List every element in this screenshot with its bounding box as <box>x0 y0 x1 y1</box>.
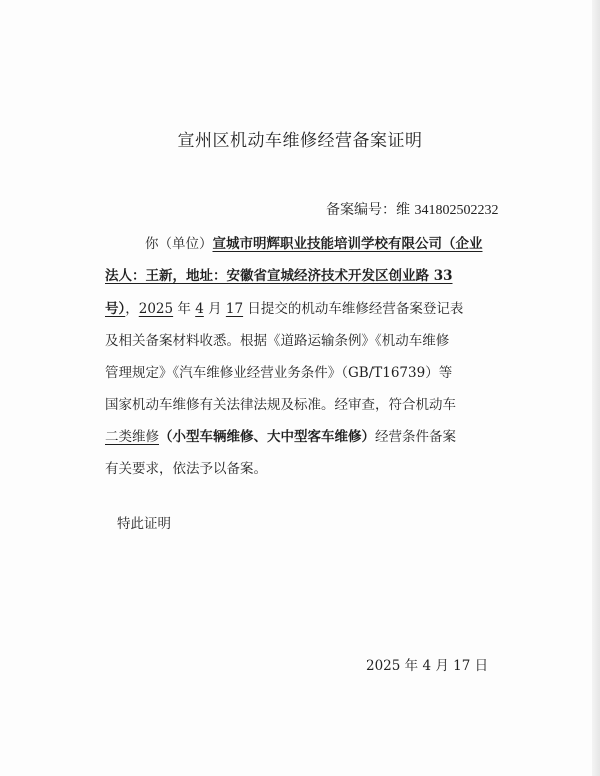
body-line-6: 国家机动车维修有关法律法规及标准。经审查，符合机动车 <box>105 397 456 413</box>
document-title: 宣州区机动车维修经营备案证明 <box>177 131 423 151</box>
repair-scope: （小型车辆维修、大中型客车维修） <box>159 429 375 445</box>
closing-text: 特此证明 <box>117 516 171 532</box>
company-name: 宣城市明辉职业技能培训学校有限公司（企业 <box>212 236 483 252</box>
body-line-5: 管理规定》《汽车维修业经营业务条件》（GB/T16739）等 <box>105 365 453 381</box>
scan-edge <box>592 0 600 776</box>
submit-year: 2025 <box>138 301 174 317</box>
record-number <box>326 199 498 219</box>
body-line-3-rest: 日提交的机动车维修经营备案登记表 <box>243 301 464 317</box>
body-line-1 <box>105 232 483 252</box>
body-line-3 <box>105 297 463 317</box>
submit-month: 4 <box>195 301 204 317</box>
record-number-label: 备案编号：维 <box>326 202 410 218</box>
body-line-1-prefix: 你（单位） <box>145 236 213 252</box>
record-number-value: 341802502232 <box>414 203 499 218</box>
legal-person-address: 法人：王新，地址：安徽省宣城经济技术开发区创业路 33 <box>105 268 453 284</box>
repair-class: 二类维修 <box>105 429 159 445</box>
body-line-7-rest: 经营条件备案 <box>375 429 456 445</box>
body-line-4: 及相关备案材料收悉。根据《道路运输条例》《机动车维修 <box>105 333 450 349</box>
body-line-7 <box>105 425 456 445</box>
month-unit: 月 <box>203 301 226 317</box>
body-line-8: 有关要求，依法予以备案。 <box>105 461 267 477</box>
sep: ， <box>125 301 139 317</box>
body-line-2 <box>105 264 453 284</box>
address-end: 号） <box>105 301 126 317</box>
year-unit: 年 <box>173 301 196 317</box>
issue-date: 2025 年 4 月 17 日 <box>366 658 489 674</box>
submit-day: 17 <box>225 301 244 317</box>
